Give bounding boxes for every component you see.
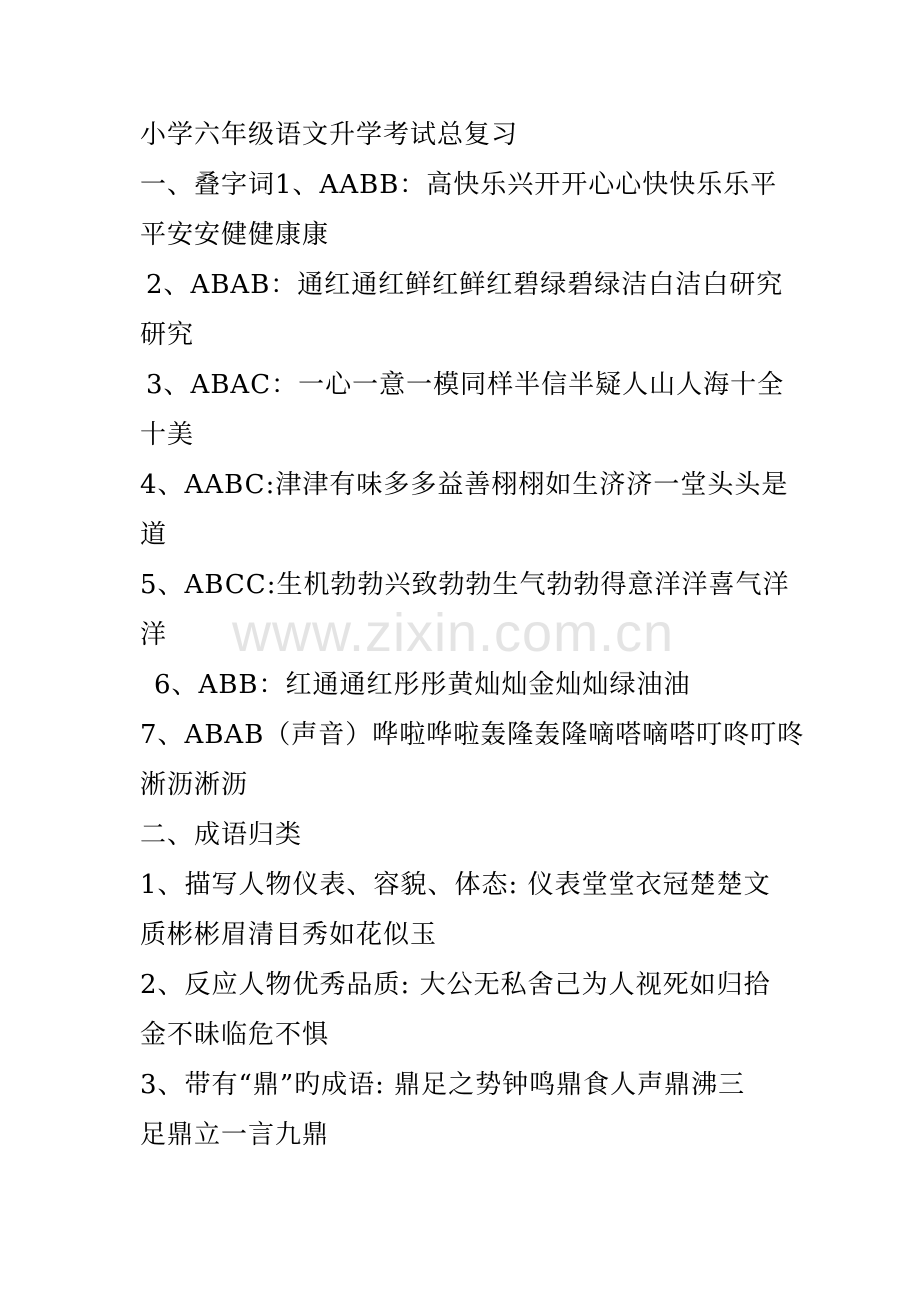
text-line: 金不昧临危不惧 [140,1020,330,1050]
text-line: 6、ABB：红通通红彤彤黄灿灿金灿灿绿油油 [154,670,691,700]
text-line: 质彬彬眉清目秀如花似玉 [140,920,438,950]
text-line: 淅沥淅沥 [140,770,249,800]
document-title: 小学六年级语文升学考试总复习 [140,120,519,150]
text-line: 5、ABCC:生机勃勃兴致勃勃生气勃勃得意洋洋喜气洋 [140,570,790,600]
section-heading: 二、成语归类 [140,820,303,850]
text-line: 足鼎立一言九鼎 [140,1120,330,1150]
text-line: 4、AABC:津津有味多多益善栩栩如生济济一堂头头是 [140,470,789,500]
text-line: 2、ABAB：通红通红鲜红鲜红碧绿碧绿洁白洁白研究 [146,270,784,300]
text-line: 3、带有“鼎”旳成语: 鼎足之势钟鸣鼎食人声鼎沸三 [140,1070,746,1100]
text-line: 平安安健健康康 [140,220,330,250]
text-line: 研究 [140,320,195,350]
text-line: 十美 [140,420,195,450]
text-line: 洋 [140,620,168,650]
text-line: 一、叠字词1、AABB：高快乐兴开开心心快快乐乐平 [140,170,778,200]
text-line: 1、描写人物仪表、容貌、体态: 仪表堂堂衣冠楚楚文 [140,870,771,900]
text-line: 2、反应人物优秀品质: 大公无私舍己为人视死如归拾 [140,970,771,1000]
text-line: 7、ABAB（声音）哗啦哗啦轰隆轰隆嘀嗒嘀嗒叮咚叮咚 [140,720,805,750]
watermark: www.zixin.com.cn [232,603,675,663]
text-line: 道 [140,520,168,550]
text-line: 3、ABAC：一心一意一模同样半信半疑人山人海十全 [146,370,785,400]
